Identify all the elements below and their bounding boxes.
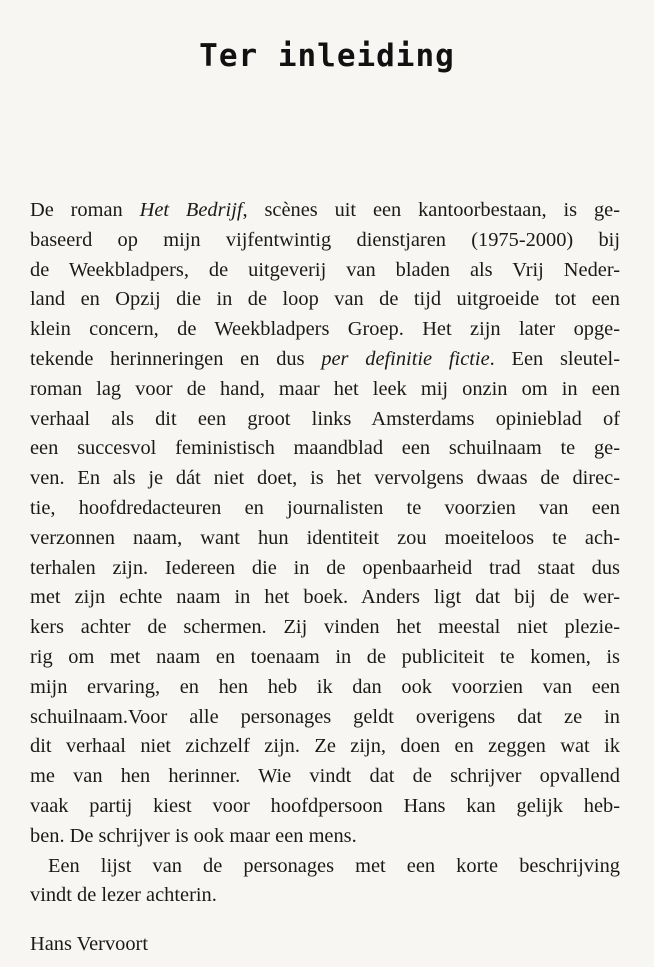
text-run: schuilnaam.Voor alle personages geldt overigens dat ze in (30, 705, 620, 728)
text-line (30, 613, 620, 643)
page-title: Ter inleiding (199, 38, 455, 74)
text-line (30, 345, 620, 375)
text-run: mijn ervaring, en hen heb ik dan ook voorzien van een (30, 675, 620, 698)
text-run: baseerd op mijn vijfentwintig dienstjaren (1975-2000) bij (30, 228, 620, 251)
italic-text: per definitie fictie (321, 347, 490, 370)
text-run: vindt de lezer achterin. (30, 884, 217, 907)
author-signature: Hans Vervoort (30, 933, 148, 955)
text-line (30, 196, 620, 226)
text-line (30, 464, 620, 494)
text-run: ben. De schrijver is ook maar een mens. (30, 824, 357, 847)
text-line (30, 554, 620, 584)
text-line (30, 375, 620, 405)
text-run: De roman (30, 199, 140, 221)
text-run: land en Opzij die in de loop van de tijd uitgroeide tot een (30, 288, 620, 311)
text-run: een succesvol feministisch maandblad een schuilnaam te ge- (30, 437, 620, 460)
text-line (30, 703, 620, 733)
text-run: kers achter de schermen. Zij vinden het meestal niet plezie- (30, 616, 620, 639)
text-line (30, 852, 620, 882)
text-run: tie, hoofdredacteuren en journalisten te voorzien van een (30, 496, 620, 519)
text-run: met zijn echte naam in het boek. Anders ligt dat bij de wer- (30, 586, 620, 609)
text-line (30, 583, 620, 613)
text-run: me van hen herinner. Wie vindt dat de schrijver opvallend (30, 765, 620, 788)
text-run: . Een sleutel- (489, 347, 620, 370)
text-line (30, 315, 620, 345)
text-run: klein concern, de Weekbladpers Groep. Het zijn later opge- (30, 318, 620, 341)
text-run: roman lag voor de hand, maar het leek mij onzin om in een (30, 377, 620, 400)
text-run: , scènes uit een kantoorbestaan, is ge- (242, 199, 620, 221)
text-run: de Weekbladpers, de uitgeverij van bladen als Vrij Neder- (30, 258, 620, 281)
text-line (30, 822, 620, 852)
text-line (30, 762, 620, 792)
text-line (30, 881, 620, 911)
body-text (30, 196, 620, 911)
text-line (30, 673, 620, 703)
text-line (30, 643, 620, 673)
text-line (30, 405, 620, 435)
text-run: verzonnen naam, want hun identiteit zou moeiteloos te ach- (30, 526, 620, 549)
text-line (30, 285, 620, 315)
text-line (30, 256, 620, 286)
text-run: tekende herinneringen en dus (30, 347, 322, 370)
text-run: rig om met naam en toenaam in de publiciteit te komen, is (30, 645, 620, 668)
text-line (30, 732, 620, 762)
paragraph-1 (30, 196, 620, 852)
text-run: ven. En als je dát niet doet, is het vervolgens dwaas de direc- (30, 467, 620, 490)
text-run: Een lijst van de personages met een korte beschrijving (48, 854, 620, 877)
text-line (30, 226, 620, 256)
text-line (30, 524, 620, 554)
text-line (30, 434, 620, 464)
text-line (30, 792, 620, 822)
italic-text: Het Bedrijf (139, 199, 243, 221)
text-run: dit verhaal niet zichzelf zijn. Ze zijn, doen en zeggen wat ik (30, 735, 620, 758)
text-line (30, 494, 620, 524)
text-run: verhaal als dit een groot links Amsterdams opinieblad of (30, 407, 620, 430)
text-run: terhalen zijn. Iedereen die in de openbaarheid trad staat dus (30, 556, 620, 579)
text-run: vaak partij kiest voor hoofdpersoon Hans kan gelijk heb- (30, 794, 620, 817)
paragraph-2 (30, 852, 620, 912)
